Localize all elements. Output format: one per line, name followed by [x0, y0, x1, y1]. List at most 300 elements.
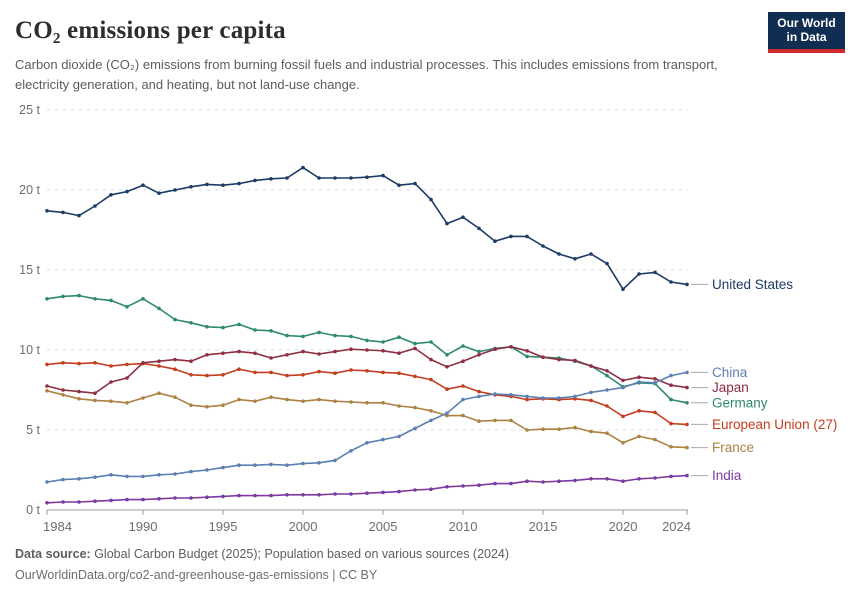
data-point[interactable] — [141, 361, 145, 365]
data-point[interactable] — [397, 404, 401, 408]
data-point[interactable] — [77, 294, 81, 298]
data-point[interactable] — [669, 398, 673, 402]
data-point[interactable] — [397, 490, 401, 494]
data-point[interactable] — [573, 479, 577, 483]
data-point[interactable] — [541, 480, 545, 484]
x-axis-label: 2015 — [528, 519, 558, 534]
data-point[interactable] — [221, 466, 225, 470]
data-point[interactable] — [45, 384, 49, 388]
data-point[interactable] — [221, 373, 225, 377]
data-point[interactable] — [349, 368, 353, 372]
data-point[interactable] — [269, 463, 273, 467]
data-point[interactable] — [461, 414, 465, 418]
data-point[interactable] — [493, 482, 497, 486]
data-point[interactable] — [541, 427, 545, 431]
series-label-china[interactable]: China — [712, 364, 748, 380]
data-point[interactable] — [413, 488, 417, 492]
data-point[interactable] — [477, 353, 481, 357]
data-point[interactable] — [125, 305, 129, 309]
data-point[interactable] — [173, 188, 177, 192]
data-point[interactable] — [77, 397, 81, 401]
data-point[interactable] — [653, 476, 657, 480]
data-point[interactable] — [269, 494, 273, 498]
data-point[interactable] — [253, 494, 257, 498]
data-point[interactable] — [157, 497, 161, 501]
data-point[interactable] — [621, 415, 625, 419]
data-point[interactable] — [125, 401, 129, 405]
data-point[interactable] — [269, 371, 273, 375]
data-point[interactable] — [669, 383, 673, 387]
y-axis-label: 5 t — [26, 423, 40, 438]
data-point[interactable] — [237, 463, 241, 467]
data-point[interactable] — [157, 191, 161, 195]
data-point[interactable] — [269, 356, 273, 360]
data-point[interactable] — [349, 449, 353, 453]
data-point[interactable] — [253, 328, 257, 332]
data-point[interactable] — [253, 463, 257, 467]
data-point[interactable] — [477, 483, 481, 487]
data-point[interactable] — [253, 351, 257, 355]
data-point[interactable] — [237, 494, 241, 498]
data-point[interactable] — [541, 244, 545, 248]
data-point[interactable] — [301, 399, 305, 403]
series-france[interactable] — [45, 389, 754, 455]
data-point[interactable] — [157, 359, 161, 363]
series-label-united-states[interactable]: United States — [712, 276, 794, 292]
data-point[interactable] — [477, 350, 481, 354]
data-point[interactable] — [525, 349, 529, 353]
data-point[interactable] — [93, 475, 97, 479]
data-point[interactable] — [189, 470, 193, 474]
data-point[interactable] — [525, 235, 529, 239]
data-point[interactable] — [157, 473, 161, 477]
data-point[interactable] — [109, 364, 113, 368]
data-point[interactable] — [637, 375, 641, 379]
data-point[interactable] — [141, 475, 145, 479]
data-point[interactable] — [573, 257, 577, 261]
data-point[interactable] — [621, 441, 625, 445]
series-line-china[interactable] — [47, 372, 687, 482]
data-point[interactable] — [541, 355, 545, 359]
data-point[interactable] — [301, 350, 305, 354]
data-point[interactable] — [61, 393, 65, 397]
data-point[interactable] — [653, 377, 657, 381]
series-label-european-union-27[interactable]: European Union (27) — [712, 416, 838, 432]
data-point[interactable] — [285, 374, 289, 378]
owid-logo-line2: in Data — [786, 29, 827, 44]
data-point[interactable] — [205, 325, 209, 329]
data-point[interactable] — [509, 482, 513, 486]
data-point[interactable] — [685, 283, 689, 287]
data-point[interactable] — [109, 193, 113, 197]
data-point[interactable] — [93, 361, 97, 365]
data-point[interactable] — [189, 321, 193, 325]
data-point[interactable] — [509, 419, 513, 423]
data-point[interactable] — [109, 380, 113, 384]
data-point[interactable] — [493, 419, 497, 423]
data-point[interactable] — [365, 491, 369, 495]
data-point[interactable] — [173, 496, 177, 500]
series-label-india[interactable]: India — [712, 468, 742, 484]
data-point[interactable] — [557, 358, 561, 362]
data-point[interactable] — [381, 371, 385, 375]
data-point[interactable] — [397, 335, 401, 339]
data-point[interactable] — [653, 411, 657, 415]
data-point[interactable] — [685, 474, 689, 478]
data-point[interactable] — [461, 344, 465, 348]
data-point[interactable] — [173, 395, 177, 399]
y-axis-label: 10 t — [19, 343, 40, 358]
data-point[interactable] — [669, 475, 673, 479]
data-point[interactable] — [77, 500, 81, 504]
data-point[interactable] — [477, 395, 481, 399]
data-point[interactable] — [317, 493, 321, 497]
data-point[interactable] — [221, 326, 225, 330]
data-point[interactable] — [125, 190, 129, 194]
data-point[interactable] — [109, 399, 113, 403]
data-point[interactable] — [525, 428, 529, 432]
data-point[interactable] — [301, 493, 305, 497]
data-point[interactable] — [317, 461, 321, 465]
data-point[interactable] — [429, 378, 433, 382]
data-point[interactable] — [349, 335, 353, 339]
data-point[interactable] — [365, 441, 369, 445]
data-point[interactable] — [109, 299, 113, 303]
data-point[interactable] — [429, 340, 433, 344]
data-point[interactable] — [157, 391, 161, 395]
data-point[interactable] — [669, 374, 673, 378]
data-point[interactable] — [429, 419, 433, 423]
data-point[interactable] — [61, 211, 65, 215]
data-point[interactable] — [669, 445, 673, 449]
data-point[interactable] — [93, 391, 97, 395]
data-point[interactable] — [637, 435, 641, 439]
data-point[interactable] — [637, 380, 641, 384]
y-axis-label: 0 t — [26, 503, 40, 518]
data-point[interactable] — [605, 388, 609, 392]
data-point[interactable] — [285, 493, 289, 497]
data-point[interactable] — [525, 398, 529, 402]
data-point[interactable] — [205, 495, 209, 499]
data-point[interactable] — [637, 409, 641, 413]
data-point[interactable] — [349, 400, 353, 404]
data-point[interactable] — [653, 381, 657, 385]
data-point[interactable] — [605, 431, 609, 435]
data-point[interactable] — [525, 395, 529, 399]
data-point[interactable] — [413, 182, 417, 186]
data-point[interactable] — [445, 222, 449, 226]
data-point[interactable] — [77, 362, 81, 366]
data-point[interactable] — [685, 386, 689, 390]
data-point[interactable] — [173, 367, 177, 371]
data-point[interactable] — [349, 176, 353, 180]
data-point[interactable] — [413, 375, 417, 379]
data-point[interactable] — [637, 477, 641, 481]
data-point[interactable] — [221, 403, 225, 407]
data-point[interactable] — [573, 359, 577, 363]
owid-logo-line1: Our World — [777, 16, 836, 30]
data-point[interactable] — [317, 398, 321, 402]
line-chart[interactable] — [0, 95, 850, 545]
data-point[interactable] — [557, 479, 561, 483]
data-point[interactable] — [237, 350, 241, 354]
data-point[interactable] — [141, 183, 145, 187]
data-point[interactable] — [461, 484, 465, 488]
data-point[interactable] — [477, 390, 481, 394]
data-point[interactable] — [589, 430, 593, 434]
data-point[interactable] — [141, 396, 145, 400]
data-point[interactable] — [301, 462, 305, 466]
data-point[interactable] — [589, 391, 593, 395]
data-point[interactable] — [141, 498, 145, 502]
data-point[interactable] — [301, 166, 305, 170]
data-point[interactable] — [445, 485, 449, 489]
data-point[interactable] — [285, 353, 289, 357]
data-point[interactable] — [397, 435, 401, 439]
data-point[interactable] — [61, 500, 65, 504]
data-point[interactable] — [397, 351, 401, 355]
data-point[interactable] — [397, 371, 401, 375]
data-point[interactable] — [45, 209, 49, 213]
data-point[interactable] — [189, 185, 193, 189]
data-point[interactable] — [93, 204, 97, 208]
data-point[interactable] — [605, 369, 609, 373]
data-point[interactable] — [429, 358, 433, 362]
data-point[interactable] — [605, 477, 609, 481]
data-point[interactable] — [61, 361, 65, 365]
series-japan[interactable] — [45, 345, 749, 395]
data-point[interactable] — [333, 459, 337, 463]
series-united-states[interactable] — [45, 166, 793, 292]
data-point[interactable] — [685, 423, 689, 427]
data-point[interactable] — [685, 371, 689, 375]
data-point[interactable] — [557, 396, 561, 400]
data-point[interactable] — [381, 401, 385, 405]
data-point[interactable] — [653, 271, 657, 275]
data-point[interactable] — [669, 422, 673, 426]
data-point[interactable] — [509, 393, 513, 397]
data-point[interactable] — [349, 492, 353, 496]
data-point[interactable] — [525, 479, 529, 483]
data-point[interactable] — [541, 396, 545, 400]
x-axis-label: 1984 — [43, 519, 72, 534]
series-label-japan[interactable]: Japan — [712, 380, 749, 396]
data-point[interactable] — [573, 426, 577, 430]
page-title: CO₂ emissions per capita — [15, 17, 286, 44]
data-point[interactable] — [333, 399, 337, 403]
data-point[interactable] — [333, 492, 337, 496]
data-point[interactable] — [397, 183, 401, 187]
data-point[interactable] — [365, 348, 369, 352]
series-germany[interactable] — [45, 294, 768, 411]
data-point[interactable] — [317, 352, 321, 356]
data-point[interactable] — [173, 318, 177, 322]
data-point[interactable] — [237, 367, 241, 371]
data-source-text: Global Carbon Budget (2025); Population based on various sources (2024) — [90, 547, 510, 561]
data-point[interactable] — [285, 176, 289, 180]
data-point[interactable] — [61, 478, 65, 482]
data-point[interactable] — [365, 175, 369, 179]
data-point[interactable] — [333, 371, 337, 375]
data-point[interactable] — [205, 353, 209, 357]
series-india[interactable] — [45, 468, 742, 505]
data-point[interactable] — [93, 399, 97, 403]
data-point[interactable] — [301, 335, 305, 339]
data-point[interactable] — [445, 387, 449, 391]
footer-url[interactable]: OurWorldinData.org/co2-and-greenhouse-gas-emissions | CC BY — [15, 568, 378, 582]
data-point[interactable] — [493, 347, 497, 351]
data-point[interactable] — [669, 280, 673, 284]
data-point[interactable] — [205, 468, 209, 472]
data-point[interactable] — [621, 287, 625, 291]
data-point[interactable] — [189, 403, 193, 407]
data-point[interactable] — [477, 227, 481, 231]
data-point[interactable] — [125, 363, 129, 367]
owid-logo[interactable] — [768, 12, 845, 53]
data-point[interactable] — [589, 252, 593, 256]
data-point[interactable] — [333, 334, 337, 338]
data-point[interactable] — [429, 409, 433, 413]
data-point[interactable] — [557, 427, 561, 431]
data-point[interactable] — [381, 349, 385, 353]
data-point[interactable] — [205, 405, 209, 409]
data-point[interactable] — [157, 307, 161, 311]
data-point[interactable] — [461, 359, 465, 363]
data-point[interactable] — [381, 438, 385, 442]
data-point[interactable] — [157, 364, 161, 368]
data-point[interactable] — [413, 347, 417, 351]
data-point[interactable] — [349, 347, 353, 351]
data-point[interactable] — [461, 215, 465, 219]
data-point[interactable] — [221, 495, 225, 499]
data-point[interactable] — [173, 472, 177, 476]
data-point[interactable] — [589, 364, 593, 368]
data-point[interactable] — [429, 487, 433, 491]
data-point[interactable] — [365, 369, 369, 373]
x-axis-label: 1990 — [128, 519, 158, 534]
data-point[interactable] — [189, 373, 193, 377]
data-point[interactable] — [381, 174, 385, 178]
data-point[interactable] — [173, 358, 177, 362]
data-point[interactable] — [205, 374, 209, 378]
data-point[interactable] — [333, 176, 337, 180]
data-point[interactable] — [45, 297, 49, 301]
data-point[interactable] — [605, 374, 609, 378]
data-point[interactable] — [317, 331, 321, 335]
y-axis-label: 15 t — [19, 263, 40, 278]
data-point[interactable] — [253, 179, 257, 183]
data-point[interactable] — [45, 480, 49, 484]
data-point[interactable] — [621, 379, 625, 383]
data-point[interactable] — [445, 365, 449, 369]
data-point[interactable] — [589, 399, 593, 403]
data-point[interactable] — [285, 463, 289, 467]
data-point[interactable] — [269, 177, 273, 181]
data-point[interactable] — [509, 235, 513, 239]
data-point[interactable] — [221, 351, 225, 355]
data-point[interactable] — [365, 401, 369, 405]
data-point[interactable] — [413, 406, 417, 410]
data-point[interactable] — [45, 501, 49, 505]
data-point[interactable] — [605, 404, 609, 408]
data-point[interactable] — [125, 498, 129, 502]
data-point[interactable] — [381, 340, 385, 344]
data-point[interactable] — [93, 499, 97, 503]
data-point[interactable] — [621, 386, 625, 390]
data-point[interactable] — [365, 339, 369, 343]
data-point[interactable] — [269, 329, 273, 333]
data-point[interactable] — [237, 398, 241, 402]
data-point[interactable] — [301, 373, 305, 377]
data-point[interactable] — [45, 363, 49, 367]
data-point[interactable] — [77, 390, 81, 394]
data-point[interactable] — [333, 350, 337, 354]
data-point[interactable] — [445, 353, 449, 357]
data-point[interactable] — [413, 342, 417, 346]
data-point[interactable] — [621, 479, 625, 483]
data-point[interactable] — [77, 214, 81, 218]
data-point[interactable] — [61, 388, 65, 392]
data-point[interactable] — [269, 395, 273, 399]
data-point[interactable] — [221, 183, 225, 187]
x-axis-label: 2005 — [368, 519, 398, 534]
data-point[interactable] — [557, 252, 561, 256]
data-point[interactable] — [685, 446, 689, 450]
data-point[interactable] — [317, 176, 321, 180]
data-point[interactable] — [109, 499, 113, 503]
data-point[interactable] — [525, 355, 529, 359]
data-point[interactable] — [125, 475, 129, 479]
data-point[interactable] — [653, 438, 657, 442]
data-point[interactable] — [413, 427, 417, 431]
data-point[interactable] — [509, 345, 513, 349]
data-point[interactable] — [317, 370, 321, 374]
data-point[interactable] — [141, 297, 145, 301]
data-point[interactable] — [493, 239, 497, 243]
data-point[interactable] — [61, 295, 65, 299]
data-point[interactable] — [493, 392, 497, 396]
data-point[interactable] — [125, 376, 129, 380]
data-point[interactable] — [77, 477, 81, 481]
series-china[interactable] — [45, 365, 748, 484]
data-point[interactable] — [445, 411, 449, 415]
data-point[interactable] — [237, 182, 241, 186]
data-point[interactable] — [205, 183, 209, 187]
data-point[interactable] — [285, 398, 289, 402]
data-point[interactable] — [685, 401, 689, 405]
data-point[interactable] — [253, 399, 257, 403]
series-label-france[interactable]: France — [712, 440, 755, 456]
series-label-germany[interactable]: Germany — [712, 395, 768, 411]
data-point[interactable] — [93, 297, 97, 301]
data-point[interactable] — [189, 496, 193, 500]
data-point[interactable] — [285, 334, 289, 338]
data-point[interactable] — [461, 398, 465, 402]
data-point[interactable] — [573, 395, 577, 399]
data-point[interactable] — [637, 272, 641, 276]
data-point[interactable] — [461, 384, 465, 388]
data-point[interactable] — [605, 262, 609, 266]
data-point[interactable] — [429, 198, 433, 202]
data-point[interactable] — [253, 371, 257, 375]
data-point[interactable] — [189, 359, 193, 363]
data-point[interactable] — [237, 323, 241, 327]
data-point[interactable] — [477, 419, 481, 423]
data-point[interactable] — [45, 389, 49, 393]
data-point[interactable] — [381, 491, 385, 495]
data-point[interactable] — [109, 473, 113, 477]
data-point[interactable] — [589, 477, 593, 481]
